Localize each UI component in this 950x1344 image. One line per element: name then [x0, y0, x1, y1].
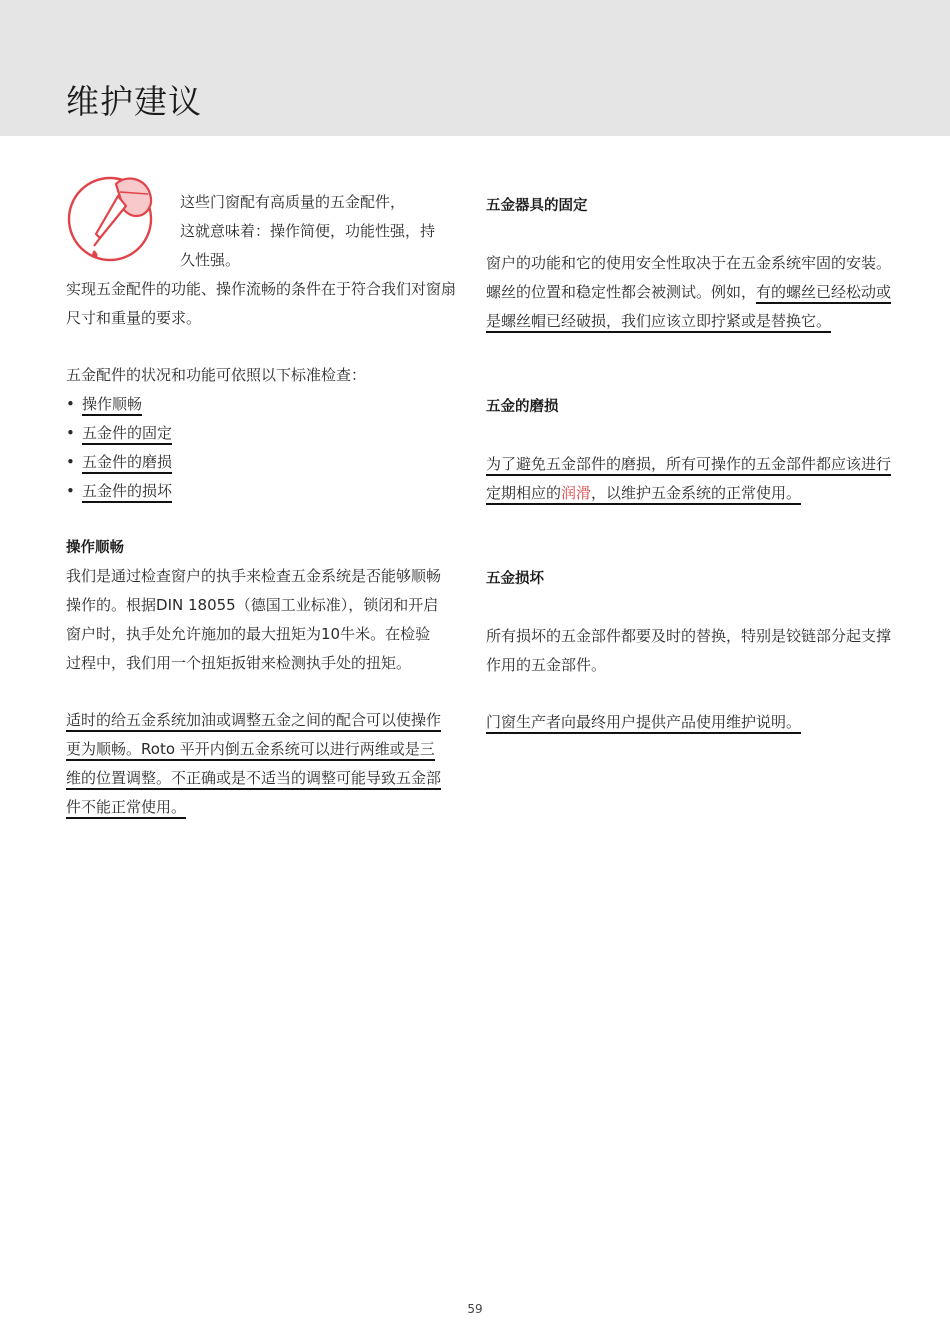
check-list — [66, 390, 172, 506]
list-item: • 五金件的损坏 — [66, 477, 172, 506]
list-item: • 五金件的磨损 — [66, 448, 172, 477]
fixing-heading: 五金器具的固定 — [486, 198, 588, 214]
intro-paragraph: 实现五金配件的功能、操作流畅的条件在于符合我们对窗扇尺寸和重量的要求。 — [66, 280, 457, 327]
intro-line-1: 这些门窗配有高质量的五金配件， — [180, 193, 406, 211]
operation-heading: 操作顺畅 — [66, 540, 124, 556]
operation-underlined-3: 维的位置调整。不正确或是不适当的调整可能导致五金部 — [66, 764, 441, 793]
operation-line-1: 我们是通过检查窗户的执手来检查五金系统是否能够顺畅 — [66, 567, 442, 585]
operation-line-2: 操作的。根据DIN 18055（德国工业标准），锁闭和开启 — [66, 596, 439, 614]
fixing-line-1: 窗户的功能和它的使用安全性取决于在五金系统牢固的安装。 — [486, 254, 892, 272]
operation-underlined-1: 适时的给五金系统加油或调整五金之间的配合可以使操作 — [66, 706, 441, 735]
operation-line-4: 过程中，我们用一个扭矩扳钳来检测执手处的扭矩。 — [66, 654, 412, 672]
intro-line-3: 久性强。 — [180, 251, 241, 269]
damage-line-2: 作用的五金部件。 — [486, 656, 607, 674]
oil-dropper-icon — [66, 172, 156, 262]
list-item: • 操作顺畅 — [66, 390, 172, 419]
wear-line-1: 为了避免五金部件的磨损，所有可操作的五金部件都应该进行 — [486, 450, 891, 479]
list-item: • 五金件的固定 — [66, 419, 172, 448]
wear-heading: 五金的磨损 — [486, 399, 559, 415]
operation-underlined-2: 更为顺畅。Roto 平开内倒五金系统可以进行两维或是三 — [66, 735, 435, 764]
fixing-line-2: 螺丝的位置和稳定性都会被测试。例如，有的螺丝已经松动或 — [486, 278, 891, 307]
operation-underlined-4: 件不能正常使用。 — [66, 793, 186, 822]
damage-heading: 五金损坏 — [486, 571, 544, 587]
page-number: 59 — [467, 1302, 483, 1316]
fixing-line-3: 是螺丝帽已经破损，我们应该立即拧紧或是替换它。 — [486, 307, 831, 336]
damage-line-1: 所有损坏的五金部件都要及时的替换，特别是铰链部分起支撑 — [486, 627, 892, 645]
page-title: 维护建议 — [66, 82, 202, 121]
lubrication-highlight: 润滑 — [561, 484, 592, 502]
damage-note: 门窗生产者向最终用户提供产品使用维护说明。 — [486, 708, 801, 737]
operation-line-3: 窗户时，执手处允许施加的最大扭矩为10牛米。在检验 — [66, 625, 431, 643]
intro-line-2: 这就意味着：操作简便，功能性强，持 — [180, 222, 436, 240]
wear-line-2: 定期相应的润滑，以维护五金系统的正常使用。 — [486, 479, 801, 508]
checks-lead: 五金配件的状况和功能可依照以下标准检查： — [66, 366, 367, 384]
